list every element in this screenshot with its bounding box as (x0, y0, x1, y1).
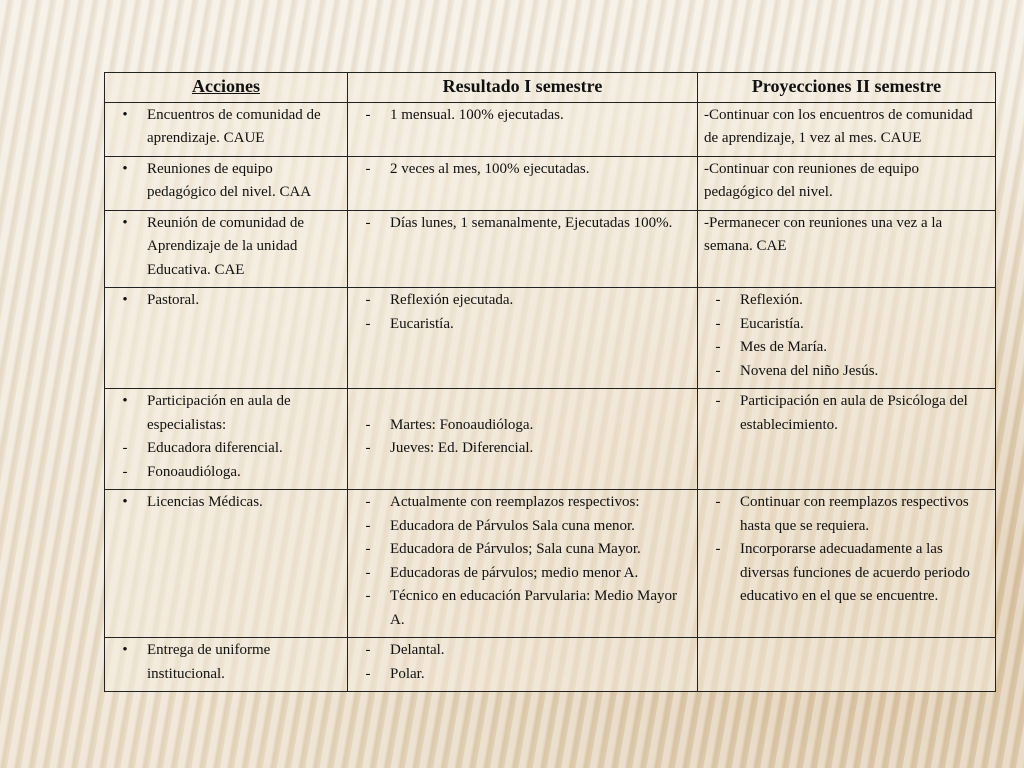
cell-text: Continuar con reemplazos respectivos hasta que se requiera. (740, 494, 969, 534)
cell-proyecciones (698, 638, 996, 692)
cell-entry (111, 212, 341, 283)
dash-marker: - (122, 463, 128, 480)
cell-acciones (105, 102, 348, 156)
bullet-icon: • (122, 393, 128, 409)
cell-acciones (105, 490, 348, 638)
dash-marker: - (365, 214, 371, 231)
cell-entry (704, 336, 989, 360)
table-row (105, 288, 996, 389)
dash-marker: - (365, 564, 371, 581)
cell-resultado (348, 490, 698, 638)
bullet-icon: • (122, 494, 128, 510)
cell-text: Licencias Médicas. (147, 494, 263, 510)
cell-text: Delantal. (390, 642, 445, 658)
cell-proyecciones (698, 288, 996, 389)
cell-text: Reunión de comunidad de Aprendizaje de la unidad Educativa. CAE (147, 214, 305, 278)
cell-resultado (348, 638, 698, 692)
cell-entry (111, 289, 341, 313)
cell-acciones (105, 288, 348, 389)
cell-text: Eucaristía. (390, 315, 454, 332)
cell-resultado (348, 210, 698, 288)
table-header-row (105, 73, 996, 103)
cell-entry (354, 491, 691, 515)
cell-resultado (348, 156, 698, 210)
cell-proyecciones (698, 490, 996, 638)
cell-entry (354, 639, 691, 663)
dash-marker: - (365, 642, 371, 658)
cell-text: Participación en aula de especialistas: (147, 393, 291, 433)
cell-resultado (348, 389, 698, 490)
cell-text: Mes de María. (740, 339, 828, 355)
dash-marker: - (365, 665, 371, 682)
dash-marker: - (715, 494, 721, 510)
cell-proyecciones (698, 102, 996, 156)
cell-entry (354, 663, 691, 687)
cell-text: -Continuar con los encuentros de comunidad de aprendizaje, 1 vez al mes. CAUE (704, 106, 973, 146)
dash-marker: - (365, 541, 371, 557)
cell-text: Jueves: Ed. Diferencial. (390, 440, 534, 456)
cell-entry (111, 491, 341, 515)
bullet-icon: • (122, 292, 128, 308)
cell-text: Entrega de uniforme institucional. (147, 642, 271, 682)
cell-entry (704, 390, 989, 437)
cell-entry (354, 390, 691, 414)
cell-entry (354, 289, 691, 313)
cell-text: 2 veces al mes, 100% ejecutadas. (390, 160, 590, 177)
cell-text: Reflexión ejecutada. (390, 292, 514, 308)
dash-marker: - (365, 292, 371, 308)
cell-entry (704, 360, 989, 384)
cell-entry (111, 639, 341, 686)
cell-text: -Continuar con reuniones de equipo pedagógico del nivel. (704, 160, 919, 200)
cell-text: Educadora diferencial. (147, 440, 283, 456)
dash-marker: - (365, 416, 371, 433)
dash-marker: - (715, 292, 721, 308)
cell-entry (111, 461, 341, 485)
cell-resultado (348, 102, 698, 156)
cell-acciones (105, 210, 348, 288)
cell-entry (354, 104, 691, 128)
cell-entry (354, 212, 691, 236)
cell-text: Polar. (390, 665, 425, 682)
cell-text: Encuentros de comunidad de aprendizaje. CAUE (147, 106, 321, 146)
dash-marker: - (365, 315, 371, 332)
actions-table (104, 72, 996, 692)
cell-text: Novena del niño Jesús. (740, 362, 879, 379)
dash-marker: - (715, 339, 721, 355)
table-row (105, 490, 996, 638)
cell-entry (354, 437, 691, 461)
cell-entry (111, 158, 341, 205)
dash-marker: - (365, 494, 371, 510)
table-row (105, 638, 996, 692)
cell-proyecciones (698, 156, 996, 210)
cell-entry (704, 158, 989, 205)
table-row (105, 210, 996, 288)
bullet-icon: • (122, 642, 128, 658)
cell-entry (354, 313, 691, 337)
cell-entry (704, 212, 989, 259)
cell-text: Técnico en educación Parvularia: Medio Mayor A. (390, 588, 677, 628)
cell-text: -Permanecer con reuniones una vez a la semana. CAE (704, 214, 943, 254)
cell-entry (704, 289, 989, 313)
cell-entry (704, 104, 989, 151)
cell-text: Participación en aula de Psicóloga del establecimiento. (740, 393, 968, 433)
cell-entry (354, 585, 691, 632)
cell-text: Eucaristía. (740, 315, 804, 332)
bullet-icon: • (122, 214, 128, 231)
cell-text: Fonoaudióloga. (147, 463, 241, 480)
cell-entry (111, 437, 341, 461)
cell-entry (704, 313, 989, 337)
cell-text: Días lunes, 1 semanalmente, Ejecutadas 100%. (390, 214, 673, 231)
dash-marker: - (365, 517, 371, 534)
cell-text: Educadora de Párvulos Sala cuna menor. (390, 517, 635, 534)
cell-proyecciones (698, 389, 996, 490)
dash-marker: - (365, 106, 371, 123)
cell-entry (354, 562, 691, 586)
cell-text: Incorporarse adecuadamente a las diversas funciones de acuerdo periodo educativo en el que se encuentre. (740, 541, 970, 604)
dash-marker: - (715, 315, 721, 332)
cell-text: Reflexión. (740, 292, 803, 308)
cell-entry (354, 158, 691, 182)
cell-text: Reuniones de equipo pedagógico del nivel. CAA (147, 160, 312, 200)
cell-acciones (105, 156, 348, 210)
dash-marker: - (365, 160, 371, 177)
header-proyecciones: Proyecciones II semestre (698, 73, 996, 103)
dash-marker: - (715, 541, 721, 557)
cell-text: Educadoras de párvulos; medio menor A. (390, 564, 639, 581)
cell-resultado (348, 288, 698, 389)
dash-marker: - (715, 393, 721, 409)
cell-entry (354, 538, 691, 562)
table-body (105, 102, 996, 692)
cell-text: Actualmente con reemplazos respectivos: (390, 494, 640, 510)
cell-acciones (105, 638, 348, 692)
dash-marker: - (122, 440, 128, 456)
dash-marker: - (365, 440, 371, 456)
bullet-icon: • (122, 160, 128, 177)
header-resultado: Resultado I semestre (348, 73, 698, 103)
cell-entry (354, 515, 691, 539)
cell-entry (704, 491, 989, 538)
bullet-icon: • (122, 106, 128, 123)
cell-text: 1 mensual. 100% ejecutadas. (390, 106, 564, 123)
table-row (105, 156, 996, 210)
cell-text: Educadora de Párvulos; Sala cuna Mayor. (390, 541, 641, 557)
table-row (105, 389, 996, 490)
table-row (105, 102, 996, 156)
dash-marker: - (715, 362, 721, 379)
cell-text: Pastoral. (147, 292, 200, 308)
cell-text: Martes: Fonoaudióloga. (390, 416, 534, 433)
cell-entry (111, 104, 341, 151)
cell-entry (354, 414, 691, 438)
cell-entry (111, 390, 341, 437)
header-acciones: Acciones (105, 73, 348, 103)
cell-acciones (105, 389, 348, 490)
dash-marker: - (365, 588, 371, 604)
cell-proyecciones (698, 210, 996, 288)
cell-entry (704, 538, 989, 609)
